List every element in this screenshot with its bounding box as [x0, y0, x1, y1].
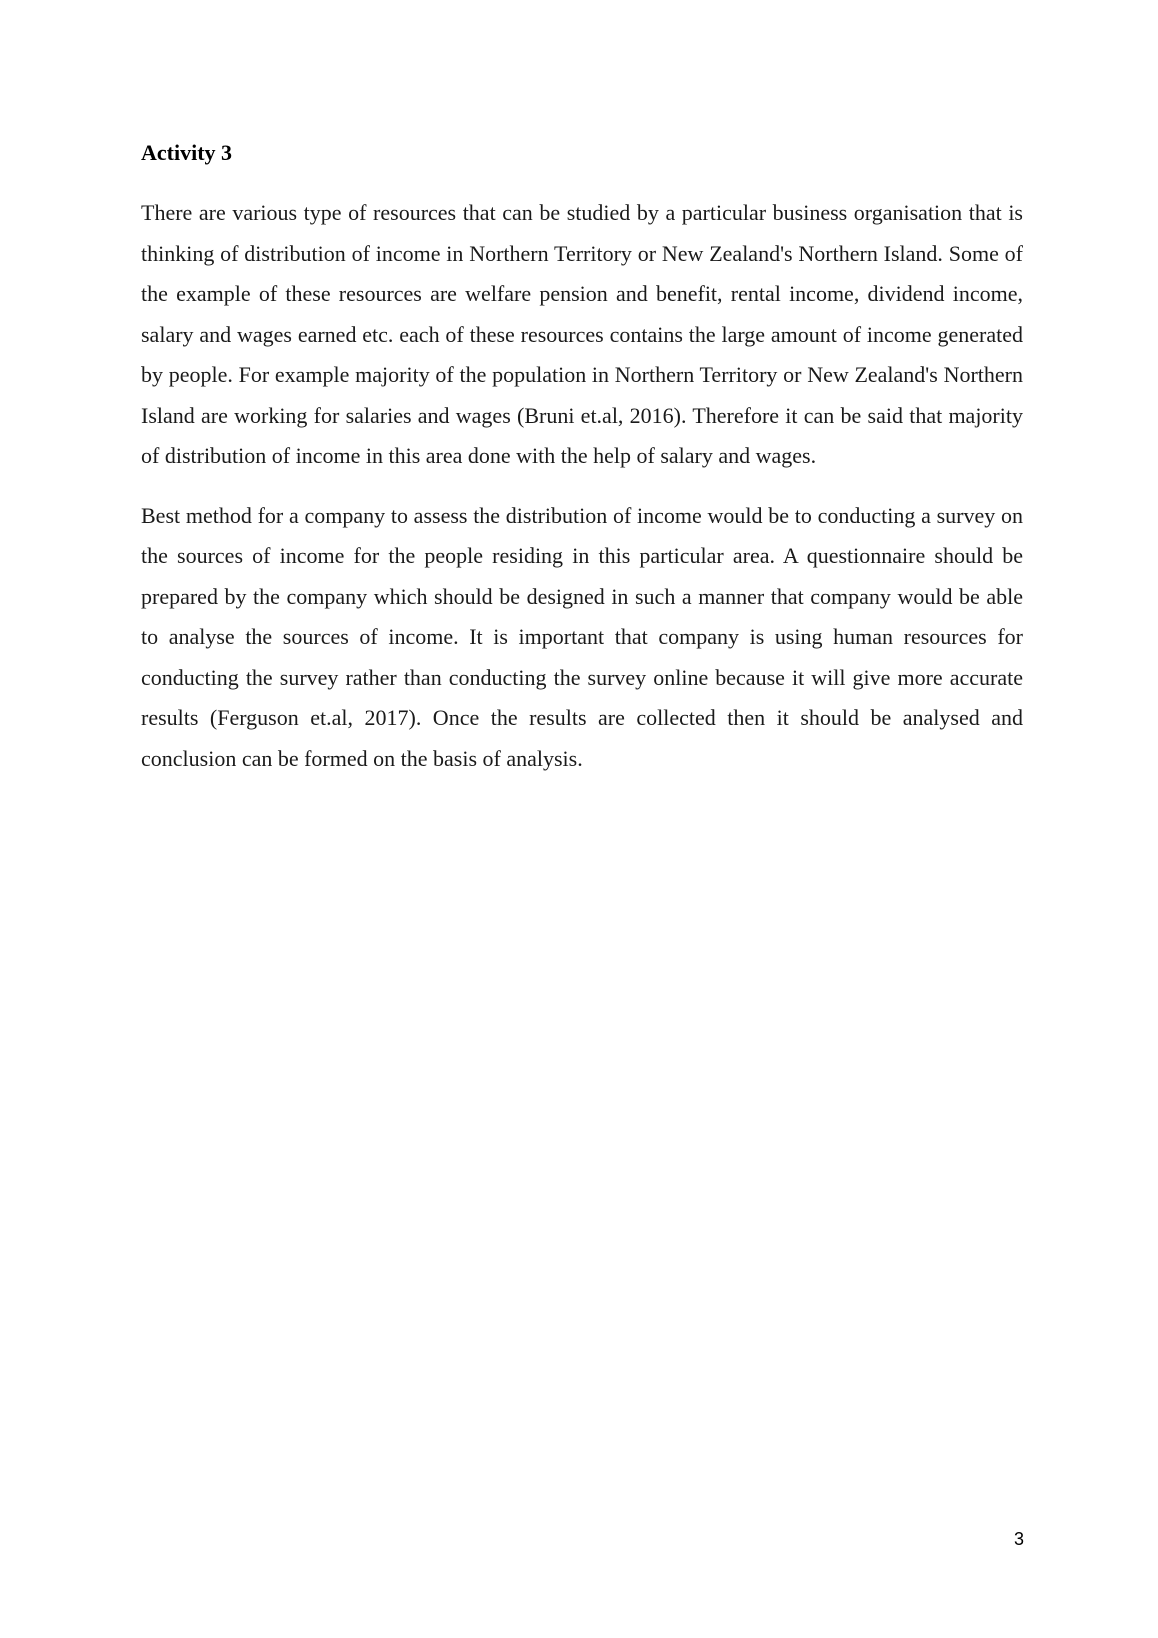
body-paragraph: There are various type of resources that can be studied by a particular business organisation that is thinking of distribution of income in Northern Territory or New Zealand's Northern Island. Some of the example of these resources are welfare pension and benefit, rental income, dividend income, salary and wages earned etc. each of these resources contains the large amount of income generated by people. For example majority of the population in Northern Territory or New Zealand's Northern Island are working for salaries and wages (Bruni et.al, 2016). Therefore it can be said that majority of distribution of income in this area done with the help of salary and wages. [141, 200, 1023, 468]
body-paragraph: Best method for a company to assess the distribution of income would be to conducting a survey on the sources of income for the people residing in this particular area. A questionnaire should be prepared by the company which should be designed in such a manner that company would be able to analyse the sources of income. It is important that company is using human resources for conducting the survey rather than conducting the survey online because it will give more accurate results (Ferguson et.al, 2017). Once the results are collected then it should be analysed and conclusion can be formed on the basis of analysis. [141, 502, 1023, 771]
page-content [141, 138, 1023, 798]
section-heading: Activity 3 [141, 140, 233, 165]
page-number: 3 [1013, 1529, 1024, 1549]
